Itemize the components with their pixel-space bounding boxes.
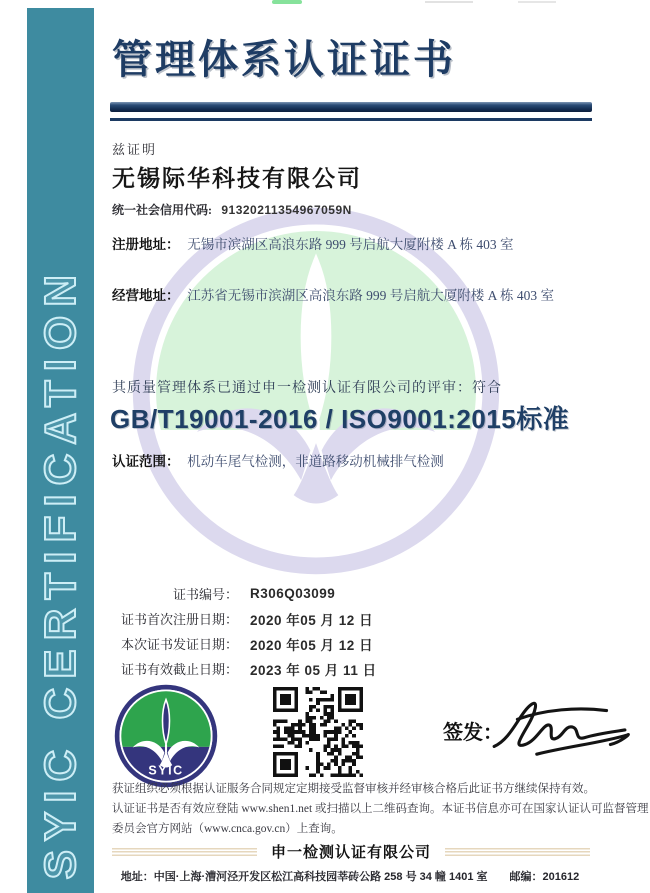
expiry-date-label: 证书有效截止日期：: [120, 662, 238, 677]
expiry-date-value: 2023 年 05 月 11 日: [250, 662, 377, 678]
decorative-line-left: [112, 848, 257, 856]
first-registration-date-row: [112, 606, 377, 631]
notice-line-3: 委员会官方网站（www.cnca.gov.cn）上查询。: [112, 823, 343, 835]
notice-line-2: 认证证书是否有效应登陆 www.shen1.net 或扫描以上二维码查询。本证书信息亦可在国家认证认可监督管理: [112, 803, 649, 815]
syic-seal-logo: [114, 684, 218, 788]
company-name: 无锡际华科技有限公司: [112, 165, 362, 191]
qr-code: [272, 687, 364, 777]
certificate-number-row: [112, 581, 377, 606]
certification-scope-line: [112, 450, 444, 470]
issue-date-value: 2020 年05 月 12 日: [250, 637, 374, 653]
credit-code-line: [112, 201, 352, 218]
svg-text:SYIC: SYIC: [148, 763, 184, 778]
notice-text: [112, 779, 649, 839]
certification-scope-value: 机动车尾气检测，非道路移动机械排气检测: [187, 454, 444, 469]
operating-address-value: 江苏省无锡市滨湖区高浪东路 999 号启航大厦附楼 A 栋 403 室: [187, 288, 555, 303]
title-rule-thick: [110, 102, 592, 112]
assessment-statement: 其质量管理体系已通过申一检测认证有限公司的评审：符合: [112, 381, 502, 396]
signature: [487, 698, 635, 760]
scan-artifact-gray: [425, 1, 473, 3]
issuer-name: 申一检测认证有限公司: [271, 844, 432, 861]
registered-address-line: [112, 233, 514, 253]
expiry-date-row: [112, 656, 377, 681]
credit-code-value: 91320211354967059N: [221, 203, 352, 217]
standard-text: GB/T19001-2016 / ISO9001:2015标准: [110, 404, 570, 434]
sign-label: 签发：: [443, 722, 503, 744]
registered-address-label: 注册地址：: [112, 237, 180, 252]
sidebar-band: [27, 8, 94, 893]
issue-date-row: [112, 631, 377, 656]
operating-address-label: 经营地址：: [112, 288, 180, 303]
issuer-address: 地址：中国·上海·漕河泾开发区松江高科技园莘砖公路 258 号 34 幢 1401 室 邮编：201612: [120, 871, 580, 883]
syic-logo-icon: [114, 684, 218, 788]
operating-address-line: [112, 284, 554, 304]
certificate-number-value: R306Q03099: [250, 586, 336, 601]
issuer-row: [112, 841, 590, 862]
certification-scope-label: 认证范围：: [112, 454, 180, 469]
certify-label: 兹证明: [112, 142, 158, 157]
scan-artifact-gray: [518, 1, 556, 3]
issue-date-label: 本次证书发证日期：: [120, 637, 238, 652]
decorative-line-right: [445, 848, 590, 856]
notice-line-1: 获证组织必须根据认证服务合同规定定期接受监督审核并经审核合格后此证书方继续保持有效。: [112, 783, 595, 795]
scan-artifact-green: [272, 0, 302, 4]
registered-address-value: 无锡市滨湖区高浪东路 999 号启航大厦附楼 A 栋 403 室: [187, 237, 514, 252]
credit-code-label: 统一社会信用代码:: [112, 203, 212, 217]
page-title: 管理体系认证证书: [112, 37, 456, 82]
sidebar-vertical-text: SYIC CERTIFICATION: [35, 265, 85, 879]
certificate-number-label: 证书编号：: [172, 587, 238, 602]
certificate-info: [112, 581, 377, 681]
first-registration-date-value: 2020 年05 月 12 日: [250, 612, 374, 628]
title-rule-thin: [110, 118, 592, 121]
first-registration-date-label: 证书首次注册日期：: [120, 612, 238, 627]
